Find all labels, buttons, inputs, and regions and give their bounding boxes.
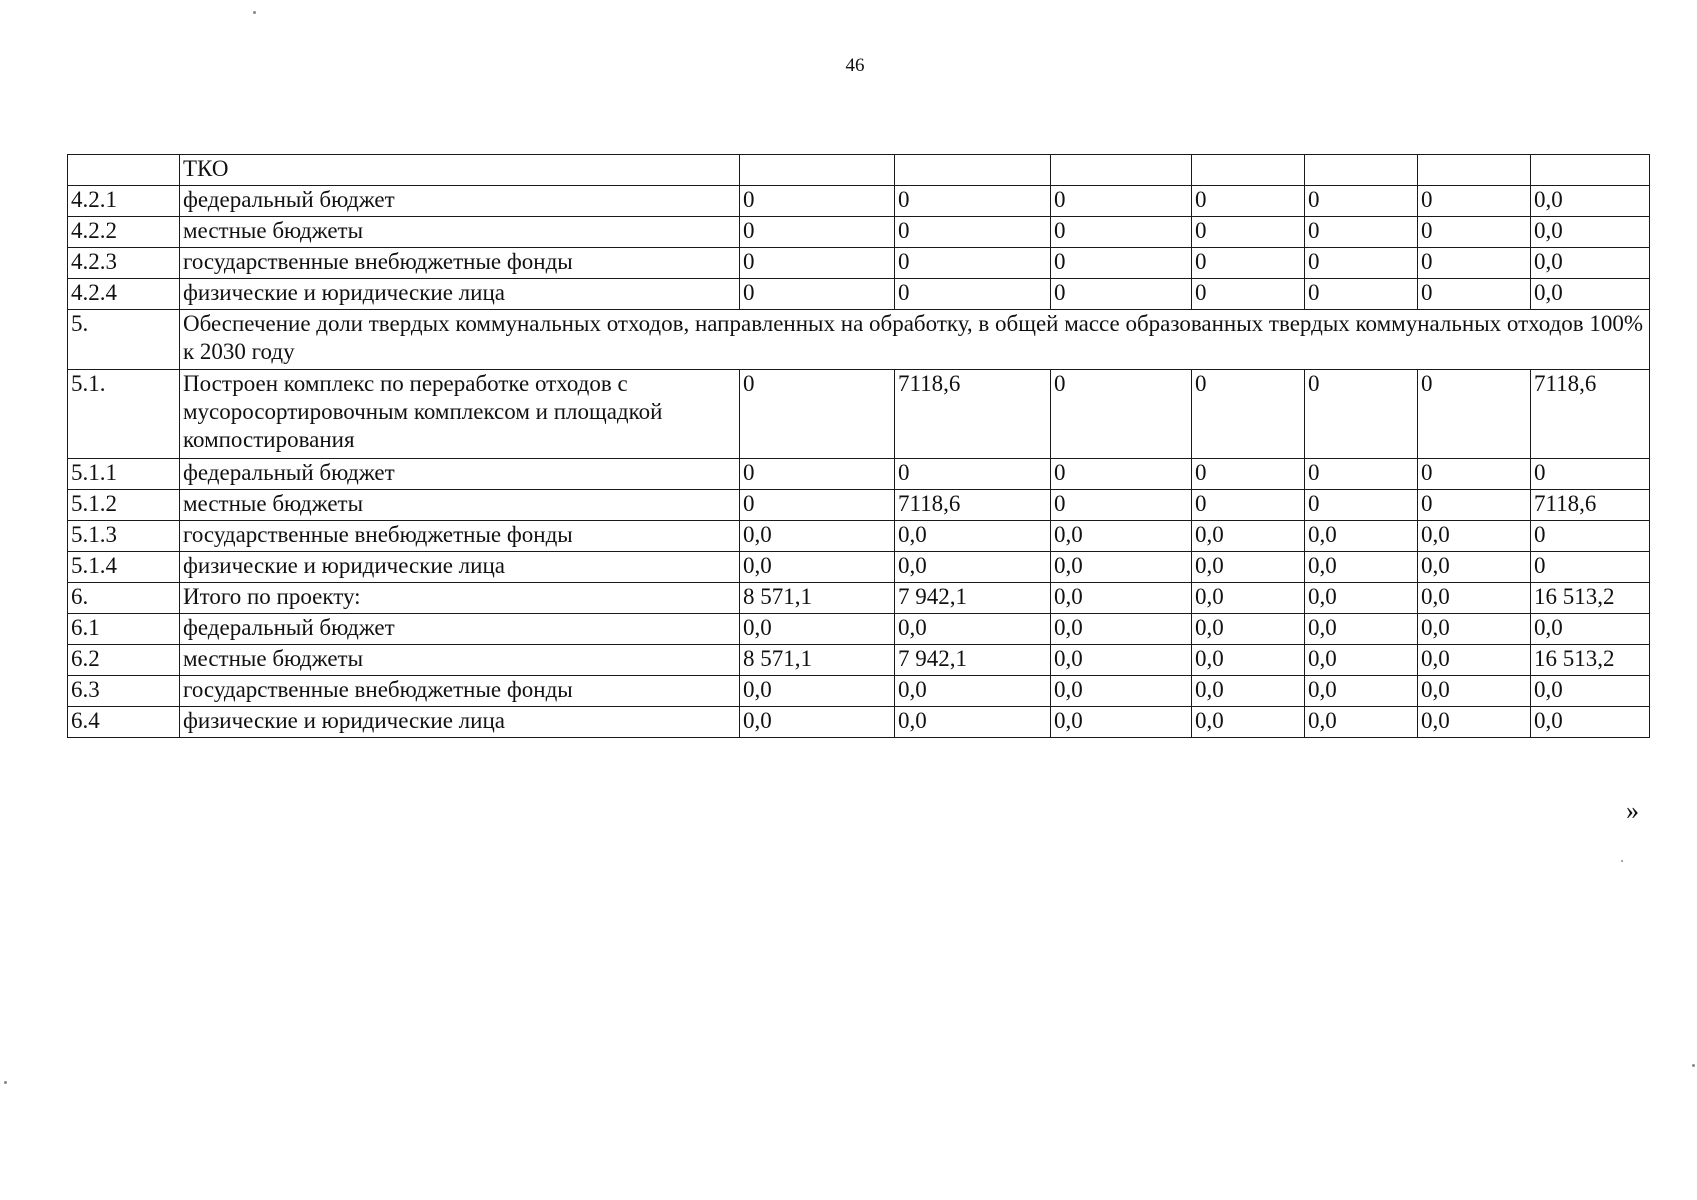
value-cell: 0 xyxy=(1051,370,1192,459)
value-cell: 0 xyxy=(1418,370,1531,459)
value-cell xyxy=(1305,155,1418,186)
value-cell xyxy=(1051,155,1192,186)
value-cell: 0,0 xyxy=(1051,552,1192,583)
value-cell: 0 xyxy=(1418,279,1531,310)
value-cell: 7118,6 xyxy=(1531,370,1650,459)
value-cell: 0 xyxy=(1051,186,1192,217)
value-cell: 0,0 xyxy=(740,521,895,552)
value-cell: 0 xyxy=(1305,490,1418,521)
row-number-cell: 6. xyxy=(68,583,180,614)
row-label-cell: местные бюджеты xyxy=(180,217,740,248)
value-cell: 0 xyxy=(895,248,1051,279)
table-row xyxy=(68,645,1650,676)
row-number-cell: 6.1 xyxy=(68,614,180,645)
value-cell: 7118,6 xyxy=(1531,490,1650,521)
value-cell: 0,0 xyxy=(1418,583,1531,614)
value-cell: 0,0 xyxy=(1192,583,1305,614)
row-label-cell: ТКО xyxy=(180,155,740,186)
row-number-cell: 4.2.3 xyxy=(68,248,180,279)
row-label-cell: Построен комплекс по переработке отходов с мусоросортировочным комплексом и площадкой компостирования xyxy=(180,370,740,459)
value-cell: 0,0 xyxy=(1531,248,1650,279)
value-cell: 0 xyxy=(1531,521,1650,552)
table-row xyxy=(68,310,1650,370)
value-cell: 0 xyxy=(1192,459,1305,490)
row-number-cell xyxy=(68,155,180,186)
value-cell: 0 xyxy=(1418,217,1531,248)
value-cell: 16 513,2 xyxy=(1531,583,1650,614)
value-cell: 0 xyxy=(1192,490,1305,521)
value-cell: 7 942,1 xyxy=(895,583,1051,614)
value-cell xyxy=(1418,155,1531,186)
table-row xyxy=(68,459,1650,490)
section-title-cell: Обеспечение доли твердых коммунальных отходов, направленных на обработку, в общей массе образованных твердых коммунальных отходов 100% к 2030 году xyxy=(180,310,1650,370)
value-cell: 0,0 xyxy=(1305,583,1418,614)
row-number-cell: 6.2 xyxy=(68,645,180,676)
row-label-cell: физические и юридические лица xyxy=(180,552,740,583)
row-number-cell: 4.2.1 xyxy=(68,186,180,217)
value-cell: 0 xyxy=(1051,459,1192,490)
table-row xyxy=(68,248,1650,279)
row-label-cell: государственные внебюджетные фонды xyxy=(180,521,740,552)
row-label-cell: государственные внебюджетные фонды xyxy=(180,676,740,707)
scan-speck xyxy=(1621,860,1623,862)
table-row xyxy=(68,490,1650,521)
value-cell: 0 xyxy=(1051,279,1192,310)
table-row xyxy=(68,155,1650,186)
row-label-cell: местные бюджеты xyxy=(180,645,740,676)
value-cell: 16 513,2 xyxy=(1531,645,1650,676)
value-cell: 0,0 xyxy=(1051,676,1192,707)
value-cell: 8 571,1 xyxy=(740,645,895,676)
value-cell: 0,0 xyxy=(1531,614,1650,645)
value-cell: 0 xyxy=(1192,217,1305,248)
value-cell: 0,0 xyxy=(740,676,895,707)
value-cell: 0,0 xyxy=(1531,217,1650,248)
value-cell: 8 571,1 xyxy=(740,583,895,614)
value-cell: 0,0 xyxy=(895,676,1051,707)
value-cell: 0,0 xyxy=(1418,614,1531,645)
value-cell: 0 xyxy=(1192,279,1305,310)
value-cell: 0,0 xyxy=(1192,676,1305,707)
table-row xyxy=(68,521,1650,552)
budget-table-container xyxy=(67,154,1649,738)
row-number-cell: 6.4 xyxy=(68,707,180,738)
value-cell: 0,0 xyxy=(740,614,895,645)
value-cell: 0,0 xyxy=(1192,707,1305,738)
value-cell: 0 xyxy=(1305,459,1418,490)
value-cell: 0 xyxy=(1418,490,1531,521)
value-cell: 0 xyxy=(740,217,895,248)
value-cell: 0 xyxy=(1305,279,1418,310)
row-number-cell: 5.1.1 xyxy=(68,459,180,490)
scan-speck xyxy=(253,11,256,14)
page-number: 46 xyxy=(845,55,865,76)
value-cell: 0 xyxy=(895,279,1051,310)
value-cell: 0 xyxy=(1051,248,1192,279)
value-cell: 0 xyxy=(1192,370,1305,459)
value-cell: 0,0 xyxy=(1192,645,1305,676)
table-body xyxy=(68,155,1650,738)
scan-speck xyxy=(1692,1064,1695,1067)
value-cell: 0 xyxy=(1418,186,1531,217)
value-cell: 0 xyxy=(1418,248,1531,279)
value-cell: 0,0 xyxy=(1192,521,1305,552)
table-row xyxy=(68,707,1650,738)
value-cell: 0 xyxy=(1192,248,1305,279)
row-number-cell: 5.1.2 xyxy=(68,490,180,521)
row-label-cell: государственные внебюджетные фонды xyxy=(180,248,740,279)
value-cell: 0,0 xyxy=(1305,614,1418,645)
value-cell: 0,0 xyxy=(895,552,1051,583)
row-number-cell: 5.1.3 xyxy=(68,521,180,552)
value-cell: 0 xyxy=(740,248,895,279)
row-label-cell: местные бюджеты xyxy=(180,490,740,521)
value-cell: 0,0 xyxy=(1305,676,1418,707)
value-cell: 0 xyxy=(740,186,895,217)
row-number-cell: 6.3 xyxy=(68,676,180,707)
value-cell: 0,0 xyxy=(1051,521,1192,552)
value-cell: 0,0 xyxy=(895,521,1051,552)
value-cell: 0,0 xyxy=(1531,186,1650,217)
row-number-cell: 5.1. xyxy=(68,370,180,459)
closing-quote-mark: » xyxy=(1626,796,1639,825)
row-label-cell: федеральный бюджет xyxy=(180,459,740,490)
scan-speck xyxy=(4,1081,7,1084)
value-cell: 0 xyxy=(1051,490,1192,521)
row-label-cell: федеральный бюджет xyxy=(180,614,740,645)
value-cell: 0,0 xyxy=(1418,552,1531,583)
value-cell: 0 xyxy=(1192,186,1305,217)
value-cell: 0,0 xyxy=(1305,552,1418,583)
value-cell: 0,0 xyxy=(1418,707,1531,738)
value-cell: 0 xyxy=(1305,186,1418,217)
row-number-cell: 5. xyxy=(68,310,180,370)
value-cell xyxy=(895,155,1051,186)
row-number-cell: 4.2.2 xyxy=(68,217,180,248)
table-row xyxy=(68,186,1650,217)
value-cell: 0 xyxy=(1051,217,1192,248)
value-cell: 0 xyxy=(740,279,895,310)
value-cell: 0,0 xyxy=(1531,676,1650,707)
value-cell: 0 xyxy=(895,186,1051,217)
value-cell: 0,0 xyxy=(1305,521,1418,552)
value-cell: 0,0 xyxy=(1418,676,1531,707)
row-label-cell: Итого по проекту: xyxy=(180,583,740,614)
value-cell xyxy=(740,155,895,186)
value-cell: 0,0 xyxy=(1418,521,1531,552)
value-cell: 0,0 xyxy=(1192,552,1305,583)
value-cell: 7 942,1 xyxy=(895,645,1051,676)
row-number-cell: 4.2.4 xyxy=(68,279,180,310)
value-cell: 0,0 xyxy=(1192,614,1305,645)
value-cell: 0 xyxy=(1305,248,1418,279)
value-cell: 0,0 xyxy=(1531,707,1650,738)
table-row xyxy=(68,676,1650,707)
value-cell: 0 xyxy=(740,370,895,459)
value-cell: 0,0 xyxy=(1051,583,1192,614)
row-label-cell: физические и юридические лица xyxy=(180,279,740,310)
value-cell: 0,0 xyxy=(1051,707,1192,738)
value-cell: 0,0 xyxy=(895,707,1051,738)
value-cell: 0 xyxy=(740,490,895,521)
value-cell xyxy=(1531,155,1650,186)
value-cell: 0 xyxy=(740,459,895,490)
budget-table xyxy=(67,154,1650,738)
table-row xyxy=(68,552,1650,583)
value-cell: 0 xyxy=(1531,459,1650,490)
value-cell: 7118,6 xyxy=(895,370,1051,459)
value-cell: 0 xyxy=(895,459,1051,490)
table-row xyxy=(68,583,1650,614)
value-cell: 0,0 xyxy=(1305,645,1418,676)
value-cell: 0 xyxy=(895,217,1051,248)
value-cell: 0,0 xyxy=(1305,707,1418,738)
value-cell: 0 xyxy=(1305,217,1418,248)
value-cell: 0,0 xyxy=(740,707,895,738)
value-cell: 0,0 xyxy=(1051,614,1192,645)
value-cell: 0,0 xyxy=(1418,645,1531,676)
value-cell: 7118,6 xyxy=(895,490,1051,521)
row-number-cell: 5.1.4 xyxy=(68,552,180,583)
value-cell: 0 xyxy=(1531,552,1650,583)
value-cell: 0,0 xyxy=(740,552,895,583)
table-row xyxy=(68,217,1650,248)
table-row xyxy=(68,370,1650,459)
value-cell xyxy=(1192,155,1305,186)
row-label-cell: физические и юридические лица xyxy=(180,707,740,738)
table-row xyxy=(68,279,1650,310)
value-cell: 0 xyxy=(1305,370,1418,459)
row-label-cell: федеральный бюджет xyxy=(180,186,740,217)
value-cell: 0,0 xyxy=(1531,279,1650,310)
value-cell: 0,0 xyxy=(895,614,1051,645)
value-cell: 0,0 xyxy=(1051,645,1192,676)
table-row xyxy=(68,614,1650,645)
value-cell: 0 xyxy=(1418,459,1531,490)
